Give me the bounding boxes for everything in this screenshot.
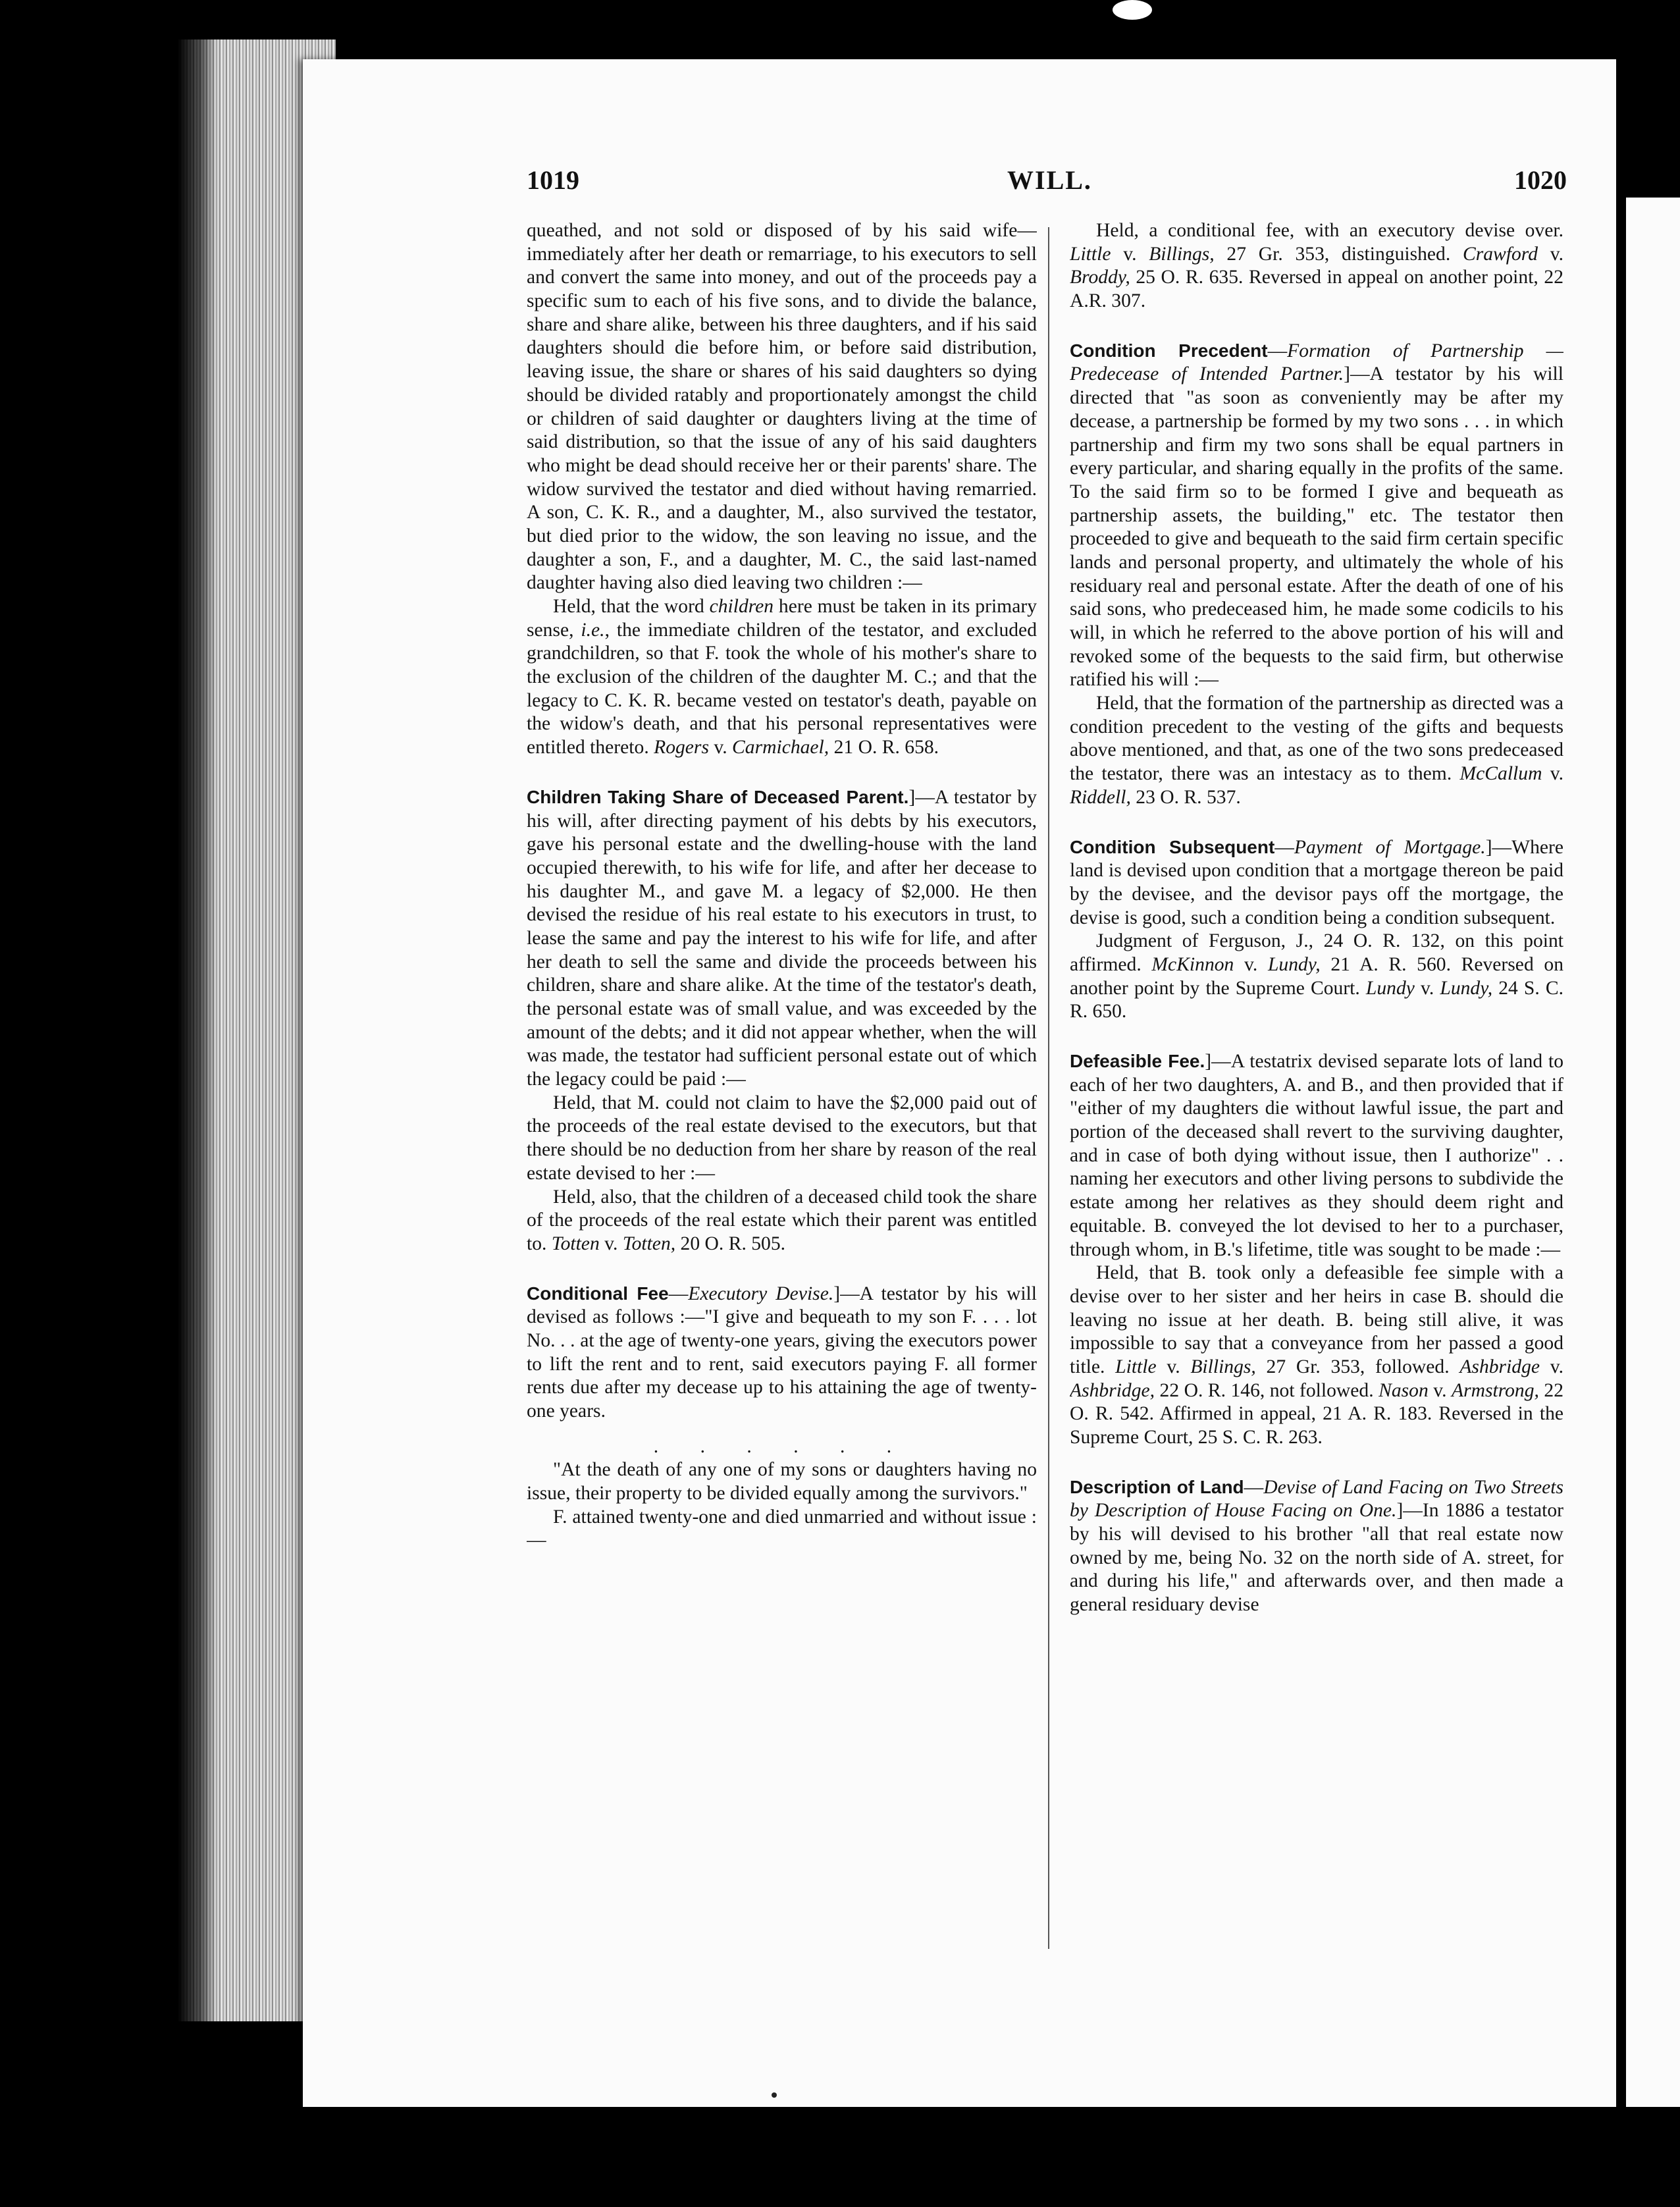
entry-heading: Condition Subsequent — [1070, 836, 1275, 857]
paragraph: Held, that the word children here must be taken in its primary sense, i.e., the immediate children of the testator, and excluded grandchildren, so that F. took the whole of his mother's share to the exclusion of the children of the daughter M. C.; and that the legacy to C. K. R. became vested on testator's death, payable on the widow's death, and that his personal representatives were entitled thereto. Rogers v. Carmichael, 21 O. R. 658. — [527, 596, 1037, 758]
entry-conditional-fee: Conditional Fee—Executory Devise.]—A testator by his will devised as follows :—"I give and bequeath to my son F. . . . lot No. . . at the age of twenty-one years, giving the executors power to lift the rent and to rent, said executors paying F. all former rents due after my decease up to his attaining the age of twenty-one years. — [527, 1283, 1037, 1422]
paragraph: Held, that M. could not claim to have the $2,000 paid out of the proceeds of the real estate devised to the executors, but that there should be no deduction from her share by reason of the real estate devised to her :— — [527, 1092, 1037, 1184]
paragraph: "At the death of any one of my sons or daughters having no issue, their property to be divided equally among the survivors." — [527, 1459, 1037, 1504]
entry-condition-subsequent: Condition Subsequent—Payment of Mortgage.]—Where land is devised upon condition that a mortgage thereon be paid by the devisee, and the devisor pays off the mortgage, the devise is good, such a condition being a condition subsequent. — [1070, 836, 1563, 928]
entry-heading: Defeasible Fee. — [1070, 1051, 1205, 1071]
paper-tear — [1113, 0, 1152, 20]
paragraph: Held, a conditional fee, with an executory devise over. Little v. Billings, 27 Gr. 353, distinguished. Crawford v. Broddy, 25 O. R. 635. Reversed in appeal on another point, 22 A.R. 307. — [1070, 220, 1563, 312]
entry-heading: Conditional Fee — [527, 1283, 669, 1304]
ellipsis-row: . . . . . . — [653, 1435, 910, 1457]
paragraph: Judgment of Ferguson, J., 24 O. R. 132, on this point affirmed. McKinnon v. Lundy, 21 A. R. 560. Reversed on another point by the Supreme Court. Lundy v. Lundy, 24 S. C. R. 650. — [1070, 930, 1563, 1023]
paragraph: F. attained twenty-one and died unmarried and without issue :— — [527, 1506, 1037, 1551]
entry-condition-precedent: Condition Precedent—Formation of Partnership — Predecease of Intended Partner.]—A testator by his will directed that "as soon as conveniently may be after my decease, a partnership be formed by my two sons . . . in which partnership and firm my two sons shall be equal partners in every particular, and sharing equally in the profits of the same. To the said firm so to be formed I give and bequeath as partnership assets, the building," etc. The testator then proceeded to give and bequeath to the said firm certain specific lands and personal property, and ultimately the whole of his residuary real and personal estate. After the death of one of his said sons, who predeceased him, he made some codicils to his will, in which he referred to the above portion of his will and revoked some of the bequests to the said firm, but otherwise ratified his will :— — [1070, 340, 1563, 691]
paragraph: Held, that B. took only a defeasible fee simple with a devise over to her sister and her heirs in case B. should die leaving no issue at her death. B. being still alive, it was impossible to say that a conveyance from her passed a good title. Little v. Billings, 27 Gr. 353, followed. Ashbridge v. Ashbridge, 22 O. R. 146, not followed. Nason v. Armstrong, 22 O. R. 542. Affirmed in appeal, 21 A. R. 183. Reversed in the Supreme Court, 25 S. C. R. 263. — [1070, 1262, 1563, 1448]
entry-heading: Description of Land — [1070, 1476, 1244, 1497]
page-number-right: 1020 — [1514, 165, 1567, 195]
paragraph: queathed, and not sold or disposed of by his said wife—immediately after her death or remarriage, to his executors to sell and convert the same into money, and out of the proceeds pay a specific sum to each of his five sons, and to divide the balance, share and share alike, between his three daughters, and if his said daughters should die before him, or before said distribution, leaving issue, the share or shares of his said daughters so dying should be divided ratably and proportionately amongst the child or children of said daughter or daughters living at the time of said distribution, so that the issue of any of his said daughters who might be dead should receive her or their parents' share. The widow survived the testator and died without having remarried. A son, C. K. R., and a daughter, M., also survived the testator, but died prior to the widow, the son leaving no issue, and the daughter a son, F., and a daughter, M. C., the said last-named daughter having also died leaving two children :— — [527, 220, 1037, 594]
ink-speck — [772, 2092, 777, 2098]
column-left — [527, 219, 1037, 1957]
column-rule — [1048, 227, 1049, 1949]
paragraph: Held, that the formation of the partnership as directed was a condition precedent to the vesting of the gifts and bequests above mentioned, and that, as one of the two sons predeceased the testator, there was an intestacy as to them. McCallum v. Riddell, 23 O. R. 537. — [1070, 693, 1563, 808]
entry-defeasible-fee: Defeasible Fee.]—A testatrix devised separate lots of land to each of her two daughters, A. and B., and then provided that if "either of my daughters die without lawful issue, the part and portion of the deceased shall revert to the surviving daughter, and in case of both dying without issue, then I authorize" . . naming her executors and other living persons to subdivide the estate among her relatives as they should deem right and equitable. B. conveyed the lot devised to her to a purchaser, through whom, in B.'s lifetime, title was sought to be made :— — [1070, 1051, 1563, 1260]
paragraph: Held, also, that the children of a deceased child took the share of the proceeds of the real estate which their parent was entitled to. Totten v. Totten, 20 O. R. 505. — [527, 1186, 1037, 1254]
entry-heading: Condition Precedent — [1070, 340, 1268, 361]
entry-heading: Children Taking Share of Deceased Parent. — [527, 786, 909, 807]
entry-description-of-land: Description of Land—Devise of Land Facing on Two Streets by Description of House Facing on One.]—In 1886 a testator by his will devised to his brother "all that real estate now owned by me, being No. 32 on the north side of A. street, for and during his life," and afterwards over, and then made a general residuary devise — [1070, 1476, 1563, 1616]
running-title: WILL. — [1007, 165, 1092, 195]
column-right — [1070, 219, 1563, 1957]
facing-page-edge — [1626, 198, 1680, 2107]
entry-children-taking-share: Children Taking Share of Deceased Parent.]—A testator by his will, after directing payment of his debts by his executors, gave his personal estate and the dwelling-house with the land occupied therewith, to his wife for life, and after her decease to his daughter M., and gave M. a legacy of $2,000. He then devised the residue of his real estate to his executors in trust, to lease the same and pay the interest to his wife for life, and after her death to sell the same and divide the proceeds between his children, share and share alike. At the time of the testator's death, the personal estate was of small value, and was exceeded by the amount of the debts; and it did not appear whether, when the will was made, the testator had sufficient personal estate out of which the legacy could be paid :— — [527, 786, 1037, 1090]
page-number-left: 1019 — [527, 165, 579, 195]
